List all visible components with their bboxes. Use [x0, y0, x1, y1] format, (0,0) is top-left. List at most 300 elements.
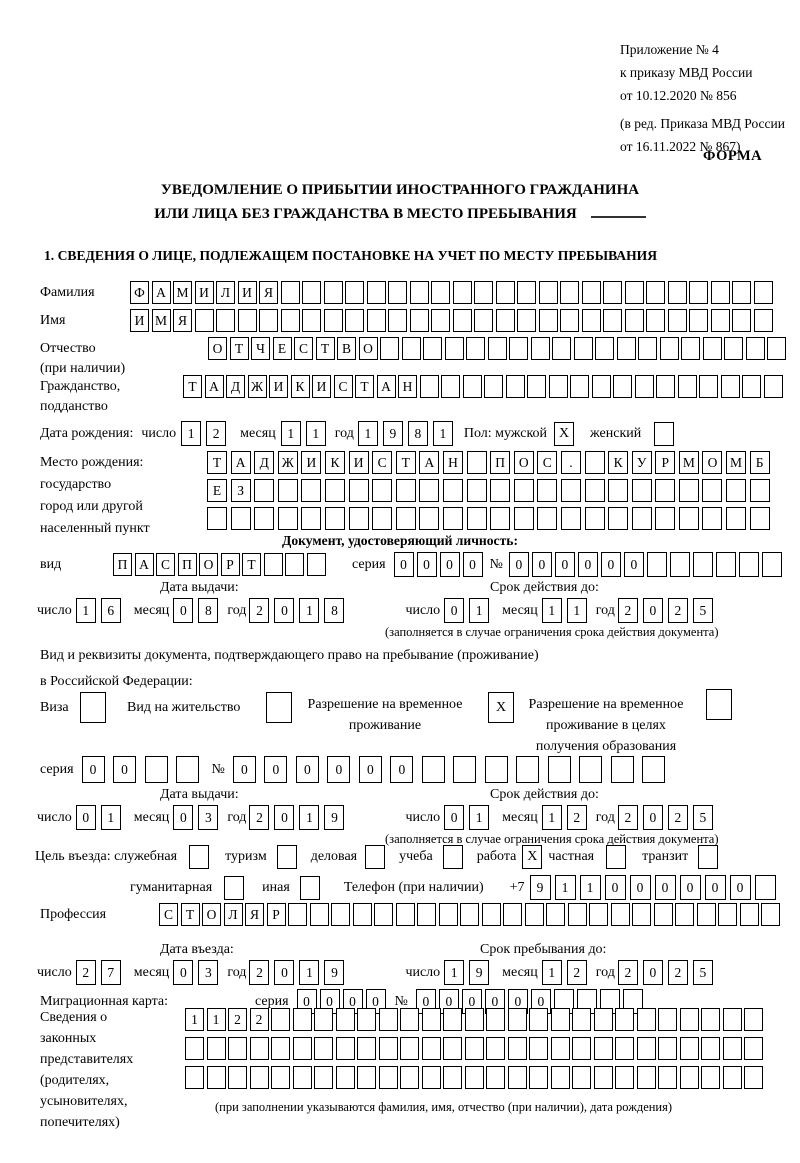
char-box[interactable]	[372, 479, 392, 502]
char-box[interactable]	[496, 281, 515, 304]
char-box[interactable]: 0	[274, 805, 294, 830]
char-box[interactable]: А	[377, 375, 396, 398]
char-box[interactable]	[336, 1037, 355, 1060]
char-box[interactable]	[561, 507, 581, 530]
char-box[interactable]: 9	[469, 960, 489, 985]
char-box[interactable]: 1	[358, 421, 378, 446]
char-box[interactable]: 0	[173, 960, 193, 985]
char-box[interactable]	[681, 337, 700, 360]
char-box[interactable]	[508, 1066, 527, 1089]
char-box[interactable]: 1	[181, 421, 201, 446]
char-box[interactable]	[603, 309, 622, 332]
char-box[interactable]	[207, 1066, 226, 1089]
char-box[interactable]	[185, 1037, 204, 1060]
char-box[interactable]	[420, 375, 439, 398]
char-box[interactable]: 0	[390, 756, 413, 783]
char-box[interactable]	[548, 756, 571, 783]
char-box[interactable]: 1	[469, 805, 489, 830]
char-box[interactable]	[764, 375, 783, 398]
char-box[interactable]	[608, 507, 628, 530]
char-box[interactable]: 1	[299, 960, 319, 985]
char-box[interactable]	[611, 756, 634, 783]
char-box[interactable]	[693, 552, 713, 577]
char-box[interactable]: Я	[173, 309, 192, 332]
char-box[interactable]	[525, 903, 544, 926]
char-box[interactable]: 2	[249, 960, 269, 985]
char-box[interactable]	[486, 1037, 505, 1060]
char-box[interactable]	[658, 1008, 677, 1031]
char-box[interactable]	[254, 479, 274, 502]
char-box[interactable]	[680, 1008, 699, 1031]
char-box[interactable]: 1	[433, 421, 453, 446]
char-box[interactable]	[417, 903, 436, 926]
char-box[interactable]: 9	[530, 875, 551, 900]
char-box[interactable]	[537, 479, 557, 502]
char-box[interactable]	[207, 507, 227, 530]
char-box[interactable]	[638, 337, 657, 360]
char-box[interactable]	[195, 309, 214, 332]
char-box[interactable]: Е	[207, 479, 227, 502]
char-box[interactable]	[582, 309, 601, 332]
char-box[interactable]	[302, 281, 321, 304]
char-box[interactable]	[216, 309, 235, 332]
char-box[interactable]	[560, 281, 579, 304]
char-box[interactable]	[732, 281, 751, 304]
char-box[interactable]: 0	[233, 756, 256, 783]
char-box[interactable]	[632, 507, 652, 530]
char-box[interactable]: С	[159, 903, 178, 926]
char-box[interactable]: С	[294, 337, 313, 360]
char-box[interactable]: 1	[542, 960, 562, 985]
char-box[interactable]	[703, 337, 722, 360]
char-box[interactable]	[485, 756, 508, 783]
char-box[interactable]	[345, 281, 364, 304]
char-box[interactable]	[637, 1008, 656, 1031]
char-box[interactable]	[509, 337, 528, 360]
char-box[interactable]	[755, 875, 776, 900]
char-box[interactable]: 0	[531, 989, 551, 1014]
char-box[interactable]	[517, 309, 536, 332]
char-box[interactable]	[632, 479, 652, 502]
char-box[interactable]	[367, 309, 386, 332]
business-checkbox[interactable]	[365, 845, 385, 869]
char-box[interactable]: 0	[416, 989, 436, 1014]
char-box[interactable]: Т	[207, 451, 227, 474]
char-box[interactable]	[508, 1008, 527, 1031]
char-box[interactable]	[467, 507, 487, 530]
char-box[interactable]: О	[359, 337, 378, 360]
char-box[interactable]	[301, 479, 321, 502]
char-box[interactable]	[388, 309, 407, 332]
char-box[interactable]	[582, 281, 601, 304]
char-box[interactable]: А	[419, 451, 439, 474]
char-box[interactable]	[281, 281, 300, 304]
char-box[interactable]: И	[269, 375, 288, 398]
char-box[interactable]	[285, 553, 304, 576]
char-box[interactable]	[465, 1008, 484, 1031]
char-box[interactable]	[615, 1008, 634, 1031]
char-box[interactable]: 0	[555, 552, 575, 577]
char-box[interactable]	[539, 281, 558, 304]
char-box[interactable]: 0	[532, 552, 552, 577]
char-box[interactable]: 0	[643, 960, 663, 985]
char-box[interactable]	[490, 507, 510, 530]
char-box[interactable]	[486, 1066, 505, 1089]
char-box[interactable]	[496, 309, 515, 332]
char-box[interactable]: 0	[440, 552, 460, 577]
char-box[interactable]: 1	[580, 875, 601, 900]
char-box[interactable]: Т	[181, 903, 200, 926]
char-box[interactable]	[625, 309, 644, 332]
male-checkbox[interactable]: X	[554, 422, 574, 446]
char-box[interactable]: 9	[324, 960, 344, 985]
char-box[interactable]	[422, 756, 445, 783]
char-box[interactable]	[422, 1037, 441, 1060]
char-box[interactable]: 0	[578, 552, 598, 577]
char-box[interactable]	[697, 903, 716, 926]
private-checkbox[interactable]	[606, 845, 626, 869]
char-box[interactable]	[655, 507, 675, 530]
char-box[interactable]	[711, 309, 730, 332]
char-box[interactable]	[761, 903, 780, 926]
char-box[interactable]	[482, 903, 501, 926]
char-box[interactable]: 1	[299, 805, 319, 830]
char-box[interactable]	[570, 375, 589, 398]
char-box[interactable]	[514, 507, 534, 530]
char-box[interactable]: Ч	[251, 337, 270, 360]
char-box[interactable]	[531, 337, 550, 360]
tourism-checkbox[interactable]	[277, 845, 297, 869]
char-box[interactable]: Б	[750, 451, 770, 474]
char-box[interactable]	[655, 479, 675, 502]
char-box[interactable]: У	[632, 451, 652, 474]
char-box[interactable]: 0	[730, 875, 751, 900]
char-box[interactable]: 1	[567, 598, 587, 623]
char-box[interactable]	[490, 479, 510, 502]
char-box[interactable]	[374, 903, 393, 926]
char-box[interactable]	[514, 479, 534, 502]
char-box[interactable]: 1	[101, 805, 121, 830]
char-box[interactable]	[228, 1066, 247, 1089]
study-checkbox[interactable]	[443, 845, 463, 869]
char-box[interactable]: Ж	[278, 451, 298, 474]
char-box[interactable]	[679, 479, 699, 502]
char-box[interactable]: 0	[113, 756, 136, 783]
char-box[interactable]	[396, 479, 416, 502]
char-box[interactable]: 0	[264, 756, 287, 783]
char-box[interactable]	[608, 479, 628, 502]
char-box[interactable]	[402, 337, 421, 360]
char-box[interactable]: Т	[230, 337, 249, 360]
char-box[interactable]	[264, 553, 283, 576]
char-box[interactable]: К	[325, 451, 345, 474]
char-box[interactable]: Т	[316, 337, 335, 360]
char-box[interactable]: 2	[249, 598, 269, 623]
char-box[interactable]: 1	[76, 598, 96, 623]
char-box[interactable]	[325, 507, 345, 530]
char-box[interactable]	[380, 337, 399, 360]
char-box[interactable]: 0	[417, 552, 437, 577]
char-box[interactable]	[410, 309, 429, 332]
char-box[interactable]	[325, 479, 345, 502]
char-box[interactable]: 0	[82, 756, 105, 783]
transit-checkbox[interactable]	[698, 845, 718, 869]
char-box[interactable]	[670, 552, 690, 577]
char-box[interactable]: 8	[324, 598, 344, 623]
char-box[interactable]: 0	[462, 989, 482, 1014]
char-box[interactable]	[742, 375, 761, 398]
char-box[interactable]	[724, 337, 743, 360]
char-box[interactable]	[702, 507, 722, 530]
char-box[interactable]	[732, 309, 751, 332]
char-box[interactable]	[474, 281, 493, 304]
char-box[interactable]	[281, 309, 300, 332]
char-box[interactable]	[561, 479, 581, 502]
char-box[interactable]	[546, 903, 565, 926]
char-box[interactable]	[422, 1008, 441, 1031]
char-box[interactable]: 1	[207, 1008, 226, 1031]
char-box[interactable]: А	[231, 451, 251, 474]
char-box[interactable]: 2	[567, 805, 587, 830]
char-box[interactable]: Р	[221, 553, 240, 576]
char-box[interactable]	[357, 1008, 376, 1031]
char-box[interactable]: 0	[327, 756, 350, 783]
char-box[interactable]: 1	[281, 421, 301, 446]
char-box[interactable]	[302, 309, 321, 332]
char-box[interactable]	[744, 1066, 763, 1089]
char-box[interactable]	[207, 1037, 226, 1060]
char-box[interactable]	[288, 903, 307, 926]
char-box[interactable]: Н	[398, 375, 417, 398]
char-box[interactable]: 3	[198, 960, 218, 985]
char-box[interactable]	[568, 903, 587, 926]
char-box[interactable]	[271, 1037, 290, 1060]
work-checkbox[interactable]: X	[522, 845, 542, 869]
char-box[interactable]	[549, 375, 568, 398]
char-box[interactable]: Е	[273, 337, 292, 360]
char-box[interactable]	[443, 507, 463, 530]
char-box[interactable]: 2	[250, 1008, 269, 1031]
char-box[interactable]: 0	[359, 756, 382, 783]
char-box[interactable]: С	[334, 375, 353, 398]
char-box[interactable]: М	[726, 451, 746, 474]
char-box[interactable]	[529, 1037, 548, 1060]
char-box[interactable]: С	[372, 451, 392, 474]
char-box[interactable]: 1	[306, 421, 326, 446]
char-box[interactable]	[259, 309, 278, 332]
char-box[interactable]	[656, 375, 675, 398]
char-box[interactable]	[465, 1066, 484, 1089]
char-box[interactable]	[594, 1066, 613, 1089]
char-box[interactable]	[551, 1066, 570, 1089]
char-box[interactable]	[301, 507, 321, 530]
char-box[interactable]	[324, 281, 343, 304]
char-box[interactable]	[716, 552, 736, 577]
char-box[interactable]: 8	[408, 421, 428, 446]
char-box[interactable]	[613, 375, 632, 398]
char-box[interactable]	[466, 337, 485, 360]
char-box[interactable]	[617, 337, 636, 360]
char-box[interactable]: 2	[206, 421, 226, 446]
char-box[interactable]	[443, 479, 463, 502]
char-box[interactable]	[314, 1037, 333, 1060]
char-box[interactable]	[307, 553, 326, 576]
char-box[interactable]	[379, 1008, 398, 1031]
char-box[interactable]	[579, 756, 602, 783]
char-box[interactable]	[723, 1037, 742, 1060]
char-box[interactable]: М	[679, 451, 699, 474]
char-box[interactable]: В	[337, 337, 356, 360]
char-box[interactable]: И	[312, 375, 331, 398]
char-box[interactable]	[349, 507, 369, 530]
char-box[interactable]: Я	[259, 281, 278, 304]
char-box[interactable]	[658, 1037, 677, 1060]
char-box[interactable]	[572, 1066, 591, 1089]
char-box[interactable]	[701, 1037, 720, 1060]
char-box[interactable]	[293, 1037, 312, 1060]
char-box[interactable]: 1	[555, 875, 576, 900]
char-box[interactable]	[658, 1066, 677, 1089]
char-box[interactable]	[388, 281, 407, 304]
char-box[interactable]: И	[130, 309, 149, 332]
char-box[interactable]: Р	[655, 451, 675, 474]
char-box[interactable]: 0	[274, 960, 294, 985]
char-box[interactable]	[443, 1066, 462, 1089]
char-box[interactable]	[431, 281, 450, 304]
char-box[interactable]	[231, 507, 251, 530]
char-box[interactable]	[680, 1066, 699, 1089]
char-box[interactable]	[615, 1037, 634, 1060]
char-box[interactable]	[767, 337, 786, 360]
char-box[interactable]	[367, 281, 386, 304]
char-box[interactable]	[585, 451, 605, 474]
char-box[interactable]	[467, 479, 487, 502]
char-box[interactable]	[271, 1008, 290, 1031]
char-box[interactable]	[678, 375, 697, 398]
char-box[interactable]: О	[514, 451, 534, 474]
char-box[interactable]: З	[231, 479, 251, 502]
char-box[interactable]	[603, 281, 622, 304]
char-box[interactable]	[324, 309, 343, 332]
char-box[interactable]	[517, 281, 536, 304]
char-box[interactable]: 0	[680, 875, 701, 900]
char-box[interactable]	[611, 903, 630, 926]
char-box[interactable]	[443, 1008, 462, 1031]
char-box[interactable]: И	[301, 451, 321, 474]
char-box[interactable]: 0	[444, 805, 464, 830]
char-box[interactable]	[723, 1008, 742, 1031]
char-box[interactable]: .	[561, 451, 581, 474]
char-box[interactable]	[527, 375, 546, 398]
char-box[interactable]: 9	[324, 805, 344, 830]
char-box[interactable]	[503, 903, 522, 926]
char-box[interactable]	[635, 375, 654, 398]
char-box[interactable]	[453, 309, 472, 332]
char-box[interactable]	[572, 1037, 591, 1060]
char-box[interactable]: 2	[228, 1008, 247, 1031]
char-box[interactable]	[739, 552, 759, 577]
char-box[interactable]: П	[490, 451, 510, 474]
char-box[interactable]	[660, 337, 679, 360]
char-box[interactable]: О	[208, 337, 227, 360]
female-checkbox[interactable]	[654, 422, 674, 446]
char-box[interactable]	[445, 337, 464, 360]
char-box[interactable]: К	[608, 451, 628, 474]
char-box[interactable]	[615, 1066, 634, 1089]
char-box[interactable]: 0	[605, 875, 626, 900]
char-box[interactable]: 2	[618, 960, 638, 985]
char-box[interactable]: 0	[173, 598, 193, 623]
char-box[interactable]: Т	[396, 451, 416, 474]
char-box[interactable]: 0	[643, 805, 663, 830]
char-box[interactable]	[750, 479, 770, 502]
char-box[interactable]: О	[199, 553, 218, 576]
char-box[interactable]	[372, 507, 392, 530]
char-box[interactable]	[585, 507, 605, 530]
char-box[interactable]	[754, 281, 773, 304]
residence-permit-checkbox[interactable]	[266, 692, 292, 723]
char-box[interactable]: 1	[542, 598, 562, 623]
char-box[interactable]: П	[113, 553, 132, 576]
char-box[interactable]	[723, 1066, 742, 1089]
char-box[interactable]: 0	[366, 989, 386, 1014]
char-box[interactable]: 3	[198, 805, 218, 830]
char-box[interactable]	[654, 903, 673, 926]
char-box[interactable]: 5	[693, 598, 713, 623]
char-box[interactable]	[646, 281, 665, 304]
char-box[interactable]: 2	[567, 960, 587, 985]
char-box[interactable]	[250, 1066, 269, 1089]
char-box[interactable]: 0	[655, 875, 676, 900]
char-box[interactable]: 0	[509, 552, 529, 577]
char-box[interactable]	[589, 903, 608, 926]
char-box[interactable]	[379, 1066, 398, 1089]
char-box[interactable]	[310, 903, 329, 926]
char-box[interactable]	[668, 309, 687, 332]
other-checkbox[interactable]	[300, 876, 320, 900]
char-box[interactable]: С	[537, 451, 557, 474]
char-box[interactable]	[689, 281, 708, 304]
char-box[interactable]	[642, 756, 665, 783]
char-box[interactable]	[508, 1037, 527, 1060]
char-box[interactable]	[410, 281, 429, 304]
char-box[interactable]	[675, 903, 694, 926]
char-box[interactable]	[463, 375, 482, 398]
char-box[interactable]: 0	[76, 805, 96, 830]
temp-residence-edu-checkbox[interactable]	[706, 689, 732, 720]
char-box[interactable]: М	[173, 281, 192, 304]
char-box[interactable]	[718, 903, 737, 926]
char-box[interactable]	[529, 1008, 548, 1031]
char-box[interactable]	[453, 281, 472, 304]
char-box[interactable]	[594, 1008, 613, 1031]
char-box[interactable]	[353, 903, 372, 926]
char-box[interactable]	[439, 903, 458, 926]
char-box[interactable]	[271, 1066, 290, 1089]
char-box[interactable]	[740, 903, 759, 926]
char-box[interactable]	[314, 1008, 333, 1031]
char-box[interactable]	[474, 309, 493, 332]
char-box[interactable]: 0	[444, 598, 464, 623]
char-box[interactable]	[679, 507, 699, 530]
char-box[interactable]	[726, 479, 746, 502]
char-box[interactable]	[726, 507, 746, 530]
char-box[interactable]: 0	[320, 989, 340, 1014]
char-box[interactable]: И	[238, 281, 257, 304]
char-box[interactable]	[400, 1066, 419, 1089]
char-box[interactable]	[702, 479, 722, 502]
visa-checkbox[interactable]	[80, 692, 106, 723]
